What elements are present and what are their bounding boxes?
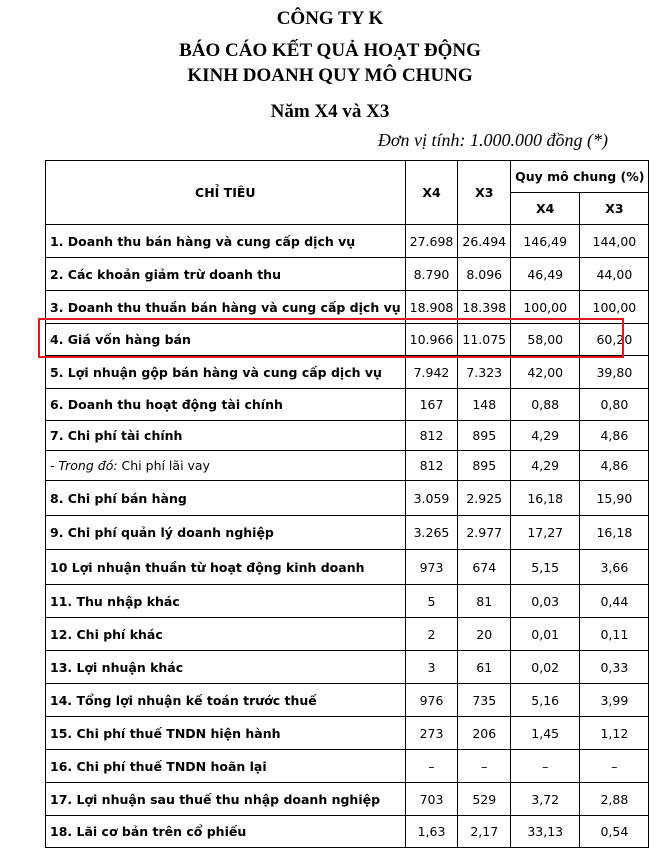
cell-x4: 1,63 — [405, 816, 458, 848]
cell-x3: 11.075 — [458, 324, 511, 356]
cell-p4: 0,02 — [511, 651, 580, 684]
cell-p4: 42,00 — [511, 356, 580, 389]
cell-x3: 8.096 — [458, 258, 511, 291]
cell-p4: 146,49 — [511, 225, 580, 258]
cell-p4: 58,00 — [511, 324, 580, 356]
cell-p4: 100,00 — [511, 291, 580, 324]
table-row — [46, 585, 649, 618]
cell-p3: 15,90 — [580, 481, 649, 516]
cell-x4: 3.059 — [405, 481, 458, 516]
header-item: CHỈ TIÊU — [46, 161, 406, 225]
cell-p3: 2,88 — [580, 783, 649, 816]
table-row — [46, 421, 649, 451]
cell-p3: 39,80 — [580, 356, 649, 389]
row-label: 7. Chi phí tài chính — [46, 421, 406, 451]
cell-p3: 0,33 — [580, 651, 649, 684]
row-label: 15. Chi phí thuế TNDN hiện hành — [46, 717, 406, 750]
table-row — [46, 651, 649, 684]
cell-x4: 18.908 — [405, 291, 458, 324]
cell-p4: 4,29 — [511, 451, 580, 481]
table-row — [46, 717, 649, 750]
cell-x3: 2.977 — [458, 516, 511, 550]
cell-p4: 4,29 — [511, 421, 580, 451]
cell-p3: 4,86 — [580, 451, 649, 481]
cell-x4: – — [405, 750, 458, 783]
cell-p4: 5,16 — [511, 684, 580, 717]
cell-x4: 3 — [405, 651, 458, 684]
row-label: 5. Lợi nhuận gộp bán hàng và cung cấp dịch vụ — [46, 356, 406, 389]
cell-x4: 7.942 — [405, 356, 458, 389]
table-row — [46, 816, 649, 848]
cell-p4: 1,45 — [511, 717, 580, 750]
cell-x3: 20 — [458, 618, 511, 651]
cell-p4: 3,72 — [511, 783, 580, 816]
row-label: 13. Lợi nhuận khác — [46, 651, 406, 684]
cell-x3: 18.398 — [458, 291, 511, 324]
row-label: 16. Chi phí thuế TNDN hoãn lại — [46, 750, 406, 783]
row-label: 8. Chi phí bán hàng — [46, 481, 406, 516]
cell-p4: – — [511, 750, 580, 783]
cell-p4: 0,03 — [511, 585, 580, 618]
row-label: 10 Lợi nhuận thuần từ hoạt động kinh doanh — [46, 550, 406, 585]
cell-x3: 206 — [458, 717, 511, 750]
cell-p4: 17,27 — [511, 516, 580, 550]
row-label: 6. Doanh thu hoạt động tài chính — [46, 389, 406, 421]
cell-x4: 27.698 — [405, 225, 458, 258]
table-row — [46, 550, 649, 585]
cell-x4: 167 — [405, 389, 458, 421]
cell-x4: 273 — [405, 717, 458, 750]
row-label: 11. Thu nhập khác — [46, 585, 406, 618]
table-row — [46, 516, 649, 550]
table-row — [46, 618, 649, 651]
income-statement-table — [45, 160, 649, 848]
cell-p3: 3,66 — [580, 550, 649, 585]
highlight-box — [38, 318, 624, 358]
header-x4: X4 — [405, 161, 458, 225]
row-label: 17. Lợi nhuận sau thuế thu nhập doanh nghiệp — [46, 783, 406, 816]
header-common-size: Quy mô chung (%) — [511, 161, 649, 193]
cell-p3: 4,86 — [580, 421, 649, 451]
cell-x4: 5 — [405, 585, 458, 618]
row-label: 9. Chi phí quản lý doanh nghiệp — [46, 516, 406, 550]
cell-x3: 895 — [458, 421, 511, 451]
cell-x4: 976 — [405, 684, 458, 717]
table-row — [46, 684, 649, 717]
row-label-text: Chi phí lãi vay — [117, 458, 210, 473]
cell-p3: 0,80 — [580, 389, 649, 421]
report-title-line1: BÁO CÁO KẾT QUẢ HOẠT ĐỘNG — [179, 40, 481, 61]
row-label-italic: - Trong đó: — [50, 458, 118, 473]
cell-x4: 8.790 — [405, 258, 458, 291]
header-pct-x4: X4 — [511, 193, 580, 225]
cell-p4: 46,49 — [511, 258, 580, 291]
cell-x3: 7.323 — [458, 356, 511, 389]
row-label: 14. Tổng lợi nhuận kế toán trước thuế — [46, 684, 406, 717]
cell-x3: 148 — [458, 389, 511, 421]
report-title-line2: KINH DOANH QUY MÔ CHUNG — [187, 65, 473, 86]
row-label: 3. Doanh thu thuần bán hàng và cung cấp dịch vụ — [46, 291, 406, 324]
table-row — [46, 750, 649, 783]
cell-x3: 895 — [458, 451, 511, 481]
cell-p4: 33,13 — [511, 816, 580, 848]
cell-p4: 0,88 — [511, 389, 580, 421]
report-year: Năm X4 và X3 — [270, 101, 390, 122]
cell-x3: 529 — [458, 783, 511, 816]
cell-x3: – — [458, 750, 511, 783]
header-x3: X3 — [458, 161, 511, 225]
cell-p4: 0,01 — [511, 618, 580, 651]
cell-p3: 1,12 — [580, 717, 649, 750]
cell-p3: 0,11 — [580, 618, 649, 651]
cell-p3: 44,00 — [580, 258, 649, 291]
cell-x4: 703 — [405, 783, 458, 816]
table-row — [46, 783, 649, 816]
cell-x3: 81 — [458, 585, 511, 618]
cell-p3: 16,18 — [580, 516, 649, 550]
table-row — [46, 225, 649, 258]
cell-p4: 16,18 — [511, 481, 580, 516]
cell-p3: – — [580, 750, 649, 783]
cell-p3: 60,20 — [580, 324, 649, 356]
cell-p3: 144,00 — [580, 225, 649, 258]
cell-x4: 2 — [405, 618, 458, 651]
cell-x4: 3.265 — [405, 516, 458, 550]
cell-p3: 0,54 — [580, 816, 649, 848]
cell-x3: 26.494 — [458, 225, 511, 258]
cell-x3: 2,17 — [458, 816, 511, 848]
row-label: 2. Các khoản giảm trừ doanh thu — [46, 258, 406, 291]
table-row — [46, 451, 649, 481]
row-label: 1. Doanh thu bán hàng và cung cấp dịch vụ — [46, 225, 406, 258]
table-row — [46, 389, 649, 421]
row-label: 4. Giá vốn hàng bán — [46, 324, 406, 356]
row-label — [46, 451, 406, 481]
cell-p3: 3,99 — [580, 684, 649, 717]
unit-note: Đơn vị tính: 1.000.000 đồng (*) — [377, 130, 608, 150]
cell-x3: 61 — [458, 651, 511, 684]
cell-p4: 5,15 — [511, 550, 580, 585]
row-label: 18. Lãi cơ bản trên cổ phiếu — [46, 816, 406, 848]
cell-x4: 812 — [405, 451, 458, 481]
table-row — [46, 258, 649, 291]
cell-x4: 973 — [405, 550, 458, 585]
cell-x4: 812 — [405, 421, 458, 451]
company-name: CÔNG TY K — [276, 8, 384, 29]
cell-p3: 100,00 — [580, 291, 649, 324]
table-row — [46, 356, 649, 389]
cell-x3: 735 — [458, 684, 511, 717]
cell-x4: 10.966 — [405, 324, 458, 356]
cell-x3: 2.925 — [458, 481, 511, 516]
row-label: 12. Chi phí khác — [46, 618, 406, 651]
header-pct-x3: X3 — [580, 193, 649, 225]
cell-p3: 0,44 — [580, 585, 649, 618]
table-row — [46, 481, 649, 516]
cell-x3: 674 — [458, 550, 511, 585]
